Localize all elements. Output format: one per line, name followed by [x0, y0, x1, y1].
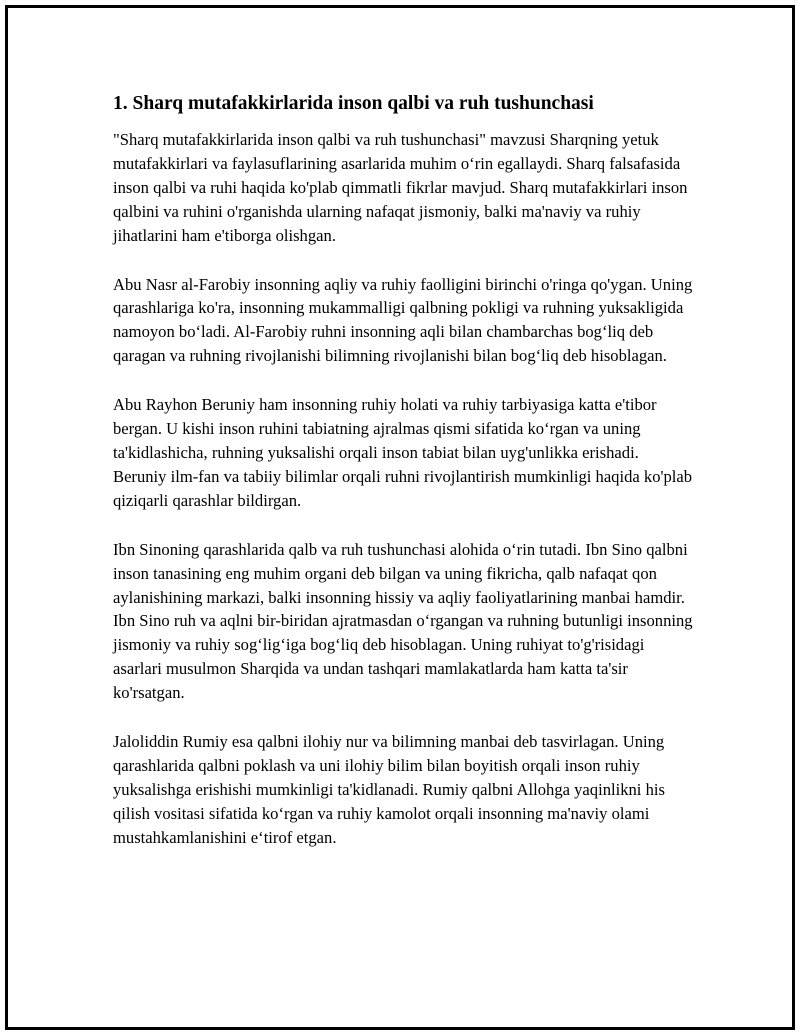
paragraph-farobiy: Abu Nasr al-Farobiy insonning aqliy va ruhiy faolligini birinchi o'ringa qo'ygan. Uning qarashlariga ko'ra, insonning mukammalligi qalbning pokligi va ruhning yuksakligida namoyon bo‘ladi. Al-Farobiy ruhni insonning aqli bilan chambarchas bog‘liq deb qaragan va ruhning rivojlanishi bilimning rivojlanishi bilan bog‘liq deb hisoblagan. — [113, 274, 693, 366]
paragraph-ibn-sino: Ibn Sinoning qarashlarida qalb va ruh tushunchasi alohida o‘rin tutadi. Ibn Sino qalbni inson tanasining eng muhim organi deb bilgan va uning fikricha, qalb nafaqat qon aylanishining markazi, balki insonning hissiy va aqliy faoliyatlarining manbai hamdir. Ibn Sino ruh va aqlni bir-biridan ajratmasdan o‘rgangan va ruhning butunligi insonning jismoniy va ruhiy sog‘lig‘iga bog‘liq deb hisoblagan. Uning ruhiyat to'g'risidagi asarlari musulmon Sharqida va undan tashqari mamlakatlarda ham katta ta'sir ko'rsatgan. — [113, 539, 693, 703]
section-heading: 1. Sharq mutafakkirlarida inson qalbi va ruh tushunchasi — [113, 93, 594, 114]
paragraph-rumiy: Jaloliddin Rumiy esa qalbni ilohiy nur va bilimning manbai deb tasvirlagan. Uning qarashlarida qalbni poklash va uni ilohiy bilim bilan boyitish orqali inson ruhiy yuksalishga erishishi mumkinligi ta'kidlanadi. Rumiy qalbni Allohga yaqinlikni his qilish vositasi sifatida ko‘rgan va ruhiy kamolot orqali insonning ma'naviy olami mustahkamlanishini e‘tirof etgan. — [113, 732, 665, 847]
document-body — [113, 91, 693, 875]
paragraph-intro: "Sharq mutafakkirlarida inson qalbi va ruh tushunchasi" mavzusi Sharqning yetuk mutafakkirlari va faylasuflarining asarlarida muhim o‘rin egallaydi. Sharq falsafasida inson qalbi va ruhi haqida ko'plab qimmatli fikrlar mavjud. Sharq mutafakkirlari inson qalbini va ruhini o'rganishda ularning nafaqat jismoniy, balki ma'naviy va ruhiy jihatlarini ham e'tiborga olishgan. — [113, 130, 688, 245]
paragraph-beruniy: Abu Rayhon Beruniy ham insonning ruhiy holati va ruhiy tarbiyasiga katta e'tibor bergan. U kishi inson ruhini tabiatning ajralmas qismi sifatida ko‘rgan va uning ta'kidlashicha, ruhning yuksalishi orqali inson tabiat bilan uyg'unlikka erishadi. Beruniy ilm-fan va tabiiy bilimlar orqali ruhni rivojlantirish mumkinligi haqida ko'plab qiziqarli qarashlar bildirgan. — [113, 395, 693, 510]
